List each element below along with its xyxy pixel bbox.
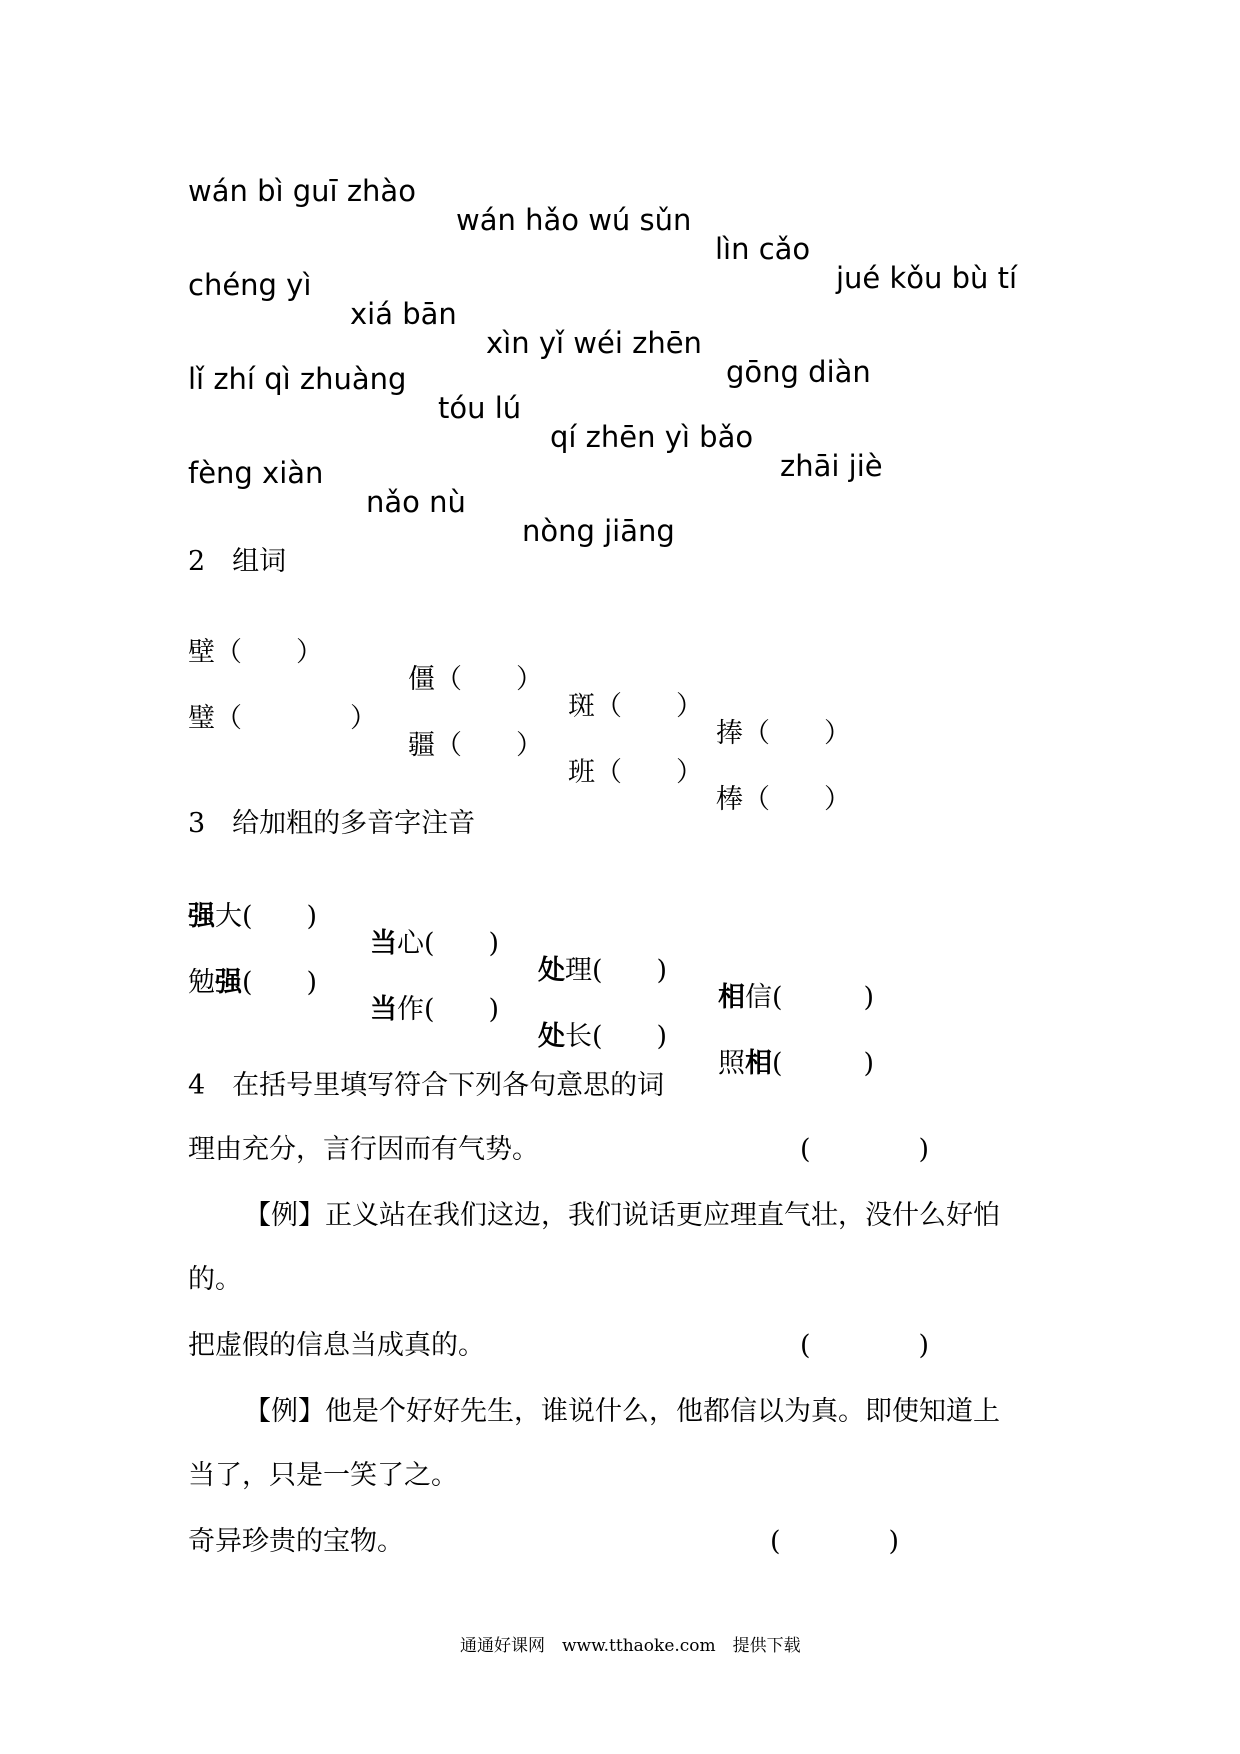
pinyin-item: jué kǒu bù tí: [836, 261, 1018, 295]
item-pre: 勉: [188, 967, 215, 998]
item-rest: 长( ): [565, 1021, 668, 1052]
bold-char: 相: [718, 982, 745, 1013]
word-blank: 僵（ ）: [408, 664, 543, 695]
page-footer: 通通好课网 www.tthaoke.com 提供下载: [460, 1636, 801, 1656]
bold-char: 处: [538, 955, 565, 986]
pinyin-item: chéng yì: [188, 268, 312, 302]
section-2-title: 2 组词: [188, 546, 287, 577]
word-blank: 疆（ ）: [408, 730, 543, 761]
polyphone-item: [718, 984, 874, 1011]
word-blank: 班（ ）: [568, 757, 703, 788]
polyphone-item: [188, 903, 317, 930]
item-rest: 信( ): [745, 982, 875, 1013]
pinyin-item: zhāi jiè: [780, 449, 883, 483]
example-2-line-1: 【例】他是个好好先生，谁说什么，他都信以为真。即使知道上: [244, 1396, 1000, 1427]
pinyin-item: qí zhēn yì bǎo: [550, 420, 754, 454]
item-rest: 理( ): [565, 955, 668, 986]
answer-blank-2: ( ): [800, 1330, 930, 1361]
section-2-row-2: [188, 678, 1068, 815]
item-rest: 大( ): [215, 901, 318, 932]
example-1-line-1: 【例】正义站在我们这边，我们说话更应理直气壮，没什么好怕: [244, 1200, 1000, 1231]
word-blank: 斑（ ）: [568, 691, 703, 722]
section-3-row-2: [188, 942, 1068, 1079]
definition-2: 把虚假的信息当成真的。: [188, 1330, 485, 1361]
bold-char: 当: [370, 928, 397, 959]
answer-blank-1: ( ): [800, 1134, 930, 1165]
item-rest: 作( ): [397, 994, 500, 1025]
example-1-line-2: 的。: [188, 1264, 242, 1295]
pinyin-item: xiá bān: [350, 297, 457, 331]
example-2-line-2: 当了，只是一笑了之。: [188, 1460, 458, 1491]
word-blank: 璧（ ）: [188, 703, 377, 734]
pinyin-item: lìn cǎo: [715, 232, 811, 266]
section-3-title: 3 给加粗的多音字注音: [188, 808, 476, 839]
definition-1: 理由充分，言行因而有气势。: [188, 1134, 539, 1165]
polyphone-item: [370, 996, 499, 1023]
pinyin-item: xìn yǐ wéi zhēn: [486, 326, 702, 360]
pinyin-item: lǐ zhí qì zhuàng: [188, 362, 407, 396]
word-blank: 壁（ ）: [188, 637, 323, 668]
section-4-title: 4 在括号里填写符合下列各句意思的词: [188, 1070, 665, 1101]
bold-char: 强: [215, 967, 242, 998]
bold-char: 当: [370, 994, 397, 1025]
bold-char: 处: [538, 1021, 565, 1052]
section-2-row-1: [188, 612, 1068, 749]
item-rest: ( ): [242, 967, 318, 998]
polyphone-item: [718, 1050, 874, 1077]
pinyin-item: nǎo nù: [366, 485, 466, 519]
pinyin-item: fèng xiàn: [188, 456, 324, 490]
pinyin-item: wán bì guī zhào: [188, 174, 416, 208]
item-rest: 心( ): [397, 928, 500, 959]
section-3-row-1: [188, 876, 1068, 1013]
word-blank: 捧（ ）: [716, 718, 851, 749]
bold-char: 相: [745, 1048, 772, 1079]
polyphone-item: [188, 969, 317, 996]
polyphone-item: [538, 1023, 667, 1050]
item-rest: ( ): [772, 1048, 875, 1079]
pinyin-item: tóu lú: [438, 391, 522, 425]
bold-char: 强: [188, 901, 215, 932]
pinyin-item: wán hǎo wú sǔn: [456, 203, 692, 237]
definition-3: 奇异珍贵的宝物。: [188, 1526, 404, 1557]
answer-blank-3: ( ): [770, 1526, 900, 1557]
pinyin-item: gōng diàn: [726, 355, 871, 389]
item-pre: 照: [718, 1048, 745, 1079]
word-blank: 棒（ ）: [716, 784, 851, 815]
pinyin-item: nòng jiāng: [522, 514, 675, 548]
